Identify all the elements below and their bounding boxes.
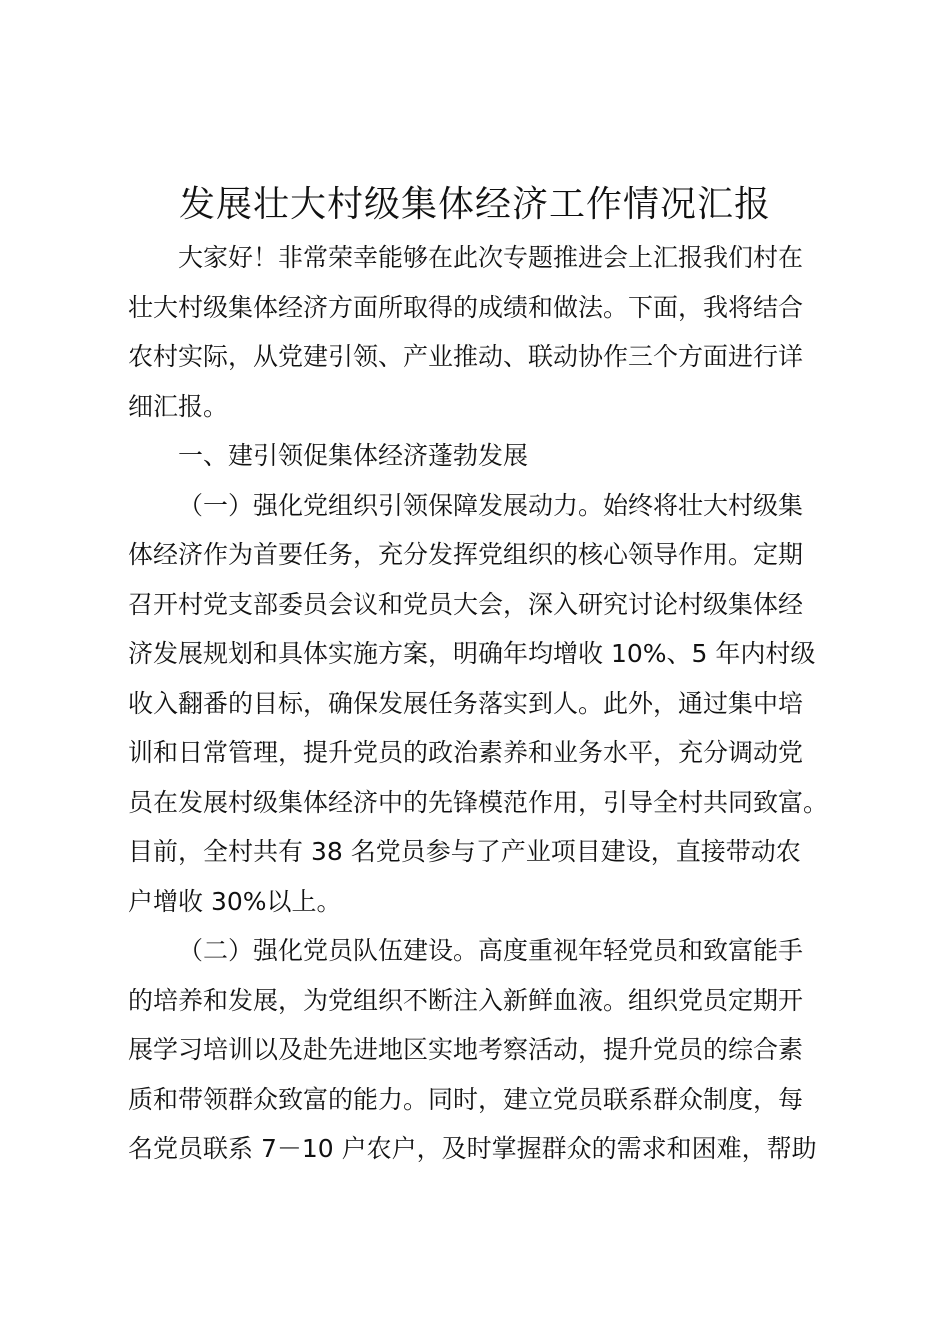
text-line: 户增收 30%以上。 xyxy=(128,886,342,916)
text-line: 质和带领群众致富的能力。同时，建立党员联系群众制度，每 xyxy=(128,1084,804,1114)
text-line: 体经济作为首要任务，充分发挥党组织的核心领导作用。定期 xyxy=(128,540,804,569)
text-line: 名党员联系 7－10 户农户，及时掌握群众的需求和困难，帮助 xyxy=(128,1134,817,1163)
text-line: 训和日常管理，提升党员的政治素养和业务水平，充分调动党 xyxy=(128,738,804,767)
document-title: 发展壮大村级集体经济工作情况汇报 xyxy=(178,184,771,225)
paragraph-greeting xyxy=(128,233,838,431)
text-line: 召开村党支部委员会议和党员大会，深入研究讨论村级集体经 xyxy=(128,589,804,619)
text-line: 大家好！非常荣幸能够在此次专题推进会上汇报我们村在 xyxy=(178,243,804,272)
text-line: 济发展规划和具体实施方案，明确年均增收 10%、5 年内村级 xyxy=(128,639,816,668)
text-line: 目前，全村共有 38 名党员参与了产业项目建设，直接带动农 xyxy=(128,837,801,866)
section-heading xyxy=(128,431,838,481)
text-line: 细汇报。 xyxy=(128,391,229,421)
text-line: 一、建引领促集体经济蓬勃发展 xyxy=(178,441,529,470)
text-line: 的培养和发展，为党组织不断注入新鲜血液。组织党员定期开 xyxy=(128,985,804,1015)
paragraph-party-members xyxy=(128,926,838,1174)
text-line: 展学习培训以及赴先进地区实地考察活动，提升党员的综合素 xyxy=(128,1035,804,1064)
text-line: （一）强化党组织引领保障发展动力。始终将壮大村级集 xyxy=(178,490,804,520)
text-line: 收入翻番的目标，确保发展任务落实到人。此外，通过集中培 xyxy=(128,688,804,718)
text-line: 壮大村级集体经济方面所取得的成绩和做法。下面，我将结合 xyxy=(128,292,804,322)
text-line: （二）强化党员队伍建设。高度重视年轻党员和致富能手 xyxy=(178,936,804,965)
paragraph-party-leadership xyxy=(128,481,838,927)
text-line: 农村实际，从党建引领、产业推动、联动协作三个方面进行详 xyxy=(128,342,804,371)
document-body xyxy=(128,233,838,1174)
text-line: 员在发展村级集体经济中的先锋模范作用，引导全村共同致富。 xyxy=(128,787,829,817)
